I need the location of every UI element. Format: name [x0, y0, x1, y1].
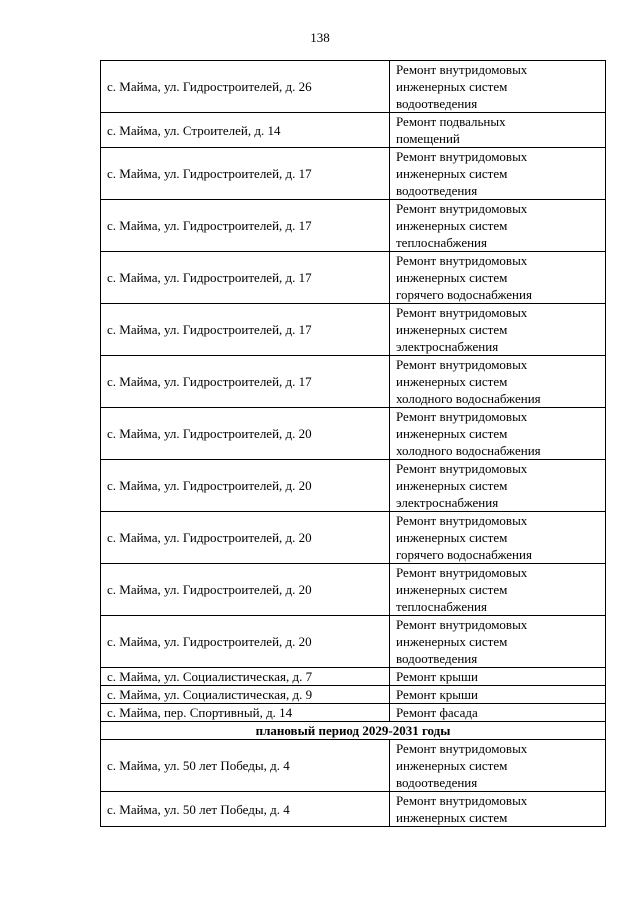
work-type-line: Ремонт крыши	[396, 669, 478, 684]
work-type-cell	[390, 686, 606, 704]
work-type-line: холодного водоснабжения	[396, 391, 541, 406]
work-type-line: инженерных систем	[396, 810, 508, 825]
work-type-cell	[390, 460, 606, 512]
work-type-cell	[390, 616, 606, 668]
work-type-cell	[390, 740, 606, 792]
work-type-line: Ремонт крыши	[396, 687, 478, 702]
repair-schedule-table	[100, 60, 606, 827]
work-type-line: инженерных систем	[396, 79, 508, 94]
table-row	[101, 668, 606, 686]
section-title: плановый период 2029-2031 годы	[101, 722, 606, 740]
address-cell: с. Майма, ул. Гидростроителей, д. 26	[101, 61, 390, 113]
address-cell: с. Майма, ул. 50 лет Победы, д. 4	[101, 740, 390, 792]
work-type-cell	[390, 792, 606, 827]
work-type-line: Ремонт внутридомовых	[396, 305, 528, 320]
table-row	[101, 512, 606, 564]
table-row	[101, 356, 606, 408]
work-type-line: инженерных систем	[396, 478, 508, 493]
table-row	[101, 460, 606, 512]
address-cell: с. Майма, ул. Гидростроителей, д. 17	[101, 356, 390, 408]
work-type-line: водоотведения	[396, 183, 478, 198]
work-type-line: электроснабжения	[396, 495, 499, 510]
work-type-line: Ремонт внутридомовых	[396, 201, 528, 216]
work-type-line: инженерных систем	[396, 426, 508, 441]
work-type-line: инженерных систем	[396, 634, 508, 649]
work-type-line: Ремонт внутридомовых	[396, 253, 528, 268]
section-header-row	[101, 722, 606, 740]
work-type-cell	[390, 200, 606, 252]
address-cell: с. Майма, ул. Гидростроителей, д. 20	[101, 616, 390, 668]
address-cell: с. Майма, ул. Гидростроителей, д. 20	[101, 408, 390, 460]
work-type-line: инженерных систем	[396, 530, 508, 545]
work-type-line: Ремонт внутридомовых	[396, 62, 528, 77]
work-type-line: инженерных систем	[396, 270, 508, 285]
address-cell: с. Майма, ул. Гидростроителей, д. 17	[101, 304, 390, 356]
work-type-line: Ремонт фасада	[396, 705, 478, 720]
work-type-line: инженерных систем	[396, 582, 508, 597]
work-type-line: Ремонт внутридомовых	[396, 513, 528, 528]
work-type-line: инженерных систем	[396, 166, 508, 181]
work-type-line: теплоснабжения	[396, 235, 487, 250]
page-number: 138	[310, 30, 330, 45]
address-cell: с. Майма, пер. Спортивный, д. 14	[101, 704, 390, 722]
work-type-cell	[390, 408, 606, 460]
table-row	[101, 113, 606, 148]
work-type-line: Ремонт внутридомовых	[396, 741, 528, 756]
work-type-line: водоотведения	[396, 96, 478, 111]
work-type-line: инженерных систем	[396, 322, 508, 337]
work-type-cell	[390, 148, 606, 200]
table-row	[101, 408, 606, 460]
address-cell: с. Майма, ул. Гидростроителей, д. 17	[101, 200, 390, 252]
work-type-line: горячего водоснабжения	[396, 287, 532, 302]
work-type-cell	[390, 512, 606, 564]
table-body	[101, 61, 606, 827]
table-row	[101, 704, 606, 722]
table-row	[101, 252, 606, 304]
address-cell: с. Майма, ул. Социалистическая, д. 9	[101, 686, 390, 704]
work-type-cell	[390, 704, 606, 722]
work-type-line: Ремонт внутридомовых	[396, 409, 528, 424]
work-type-line: Ремонт внутридомовых	[396, 149, 528, 164]
work-type-line: теплоснабжения	[396, 599, 487, 614]
address-cell: с. Майма, ул. Гидростроителей, д. 17	[101, 148, 390, 200]
work-type-line: Ремонт внутридомовых	[396, 617, 528, 632]
table-row	[101, 148, 606, 200]
work-type-cell	[390, 113, 606, 148]
work-type-cell	[390, 61, 606, 113]
work-type-line: холодного водоснабжения	[396, 443, 541, 458]
work-type-line: водоотведения	[396, 651, 478, 666]
work-type-line: электроснабжения	[396, 339, 499, 354]
table-row	[101, 200, 606, 252]
address-cell: с. Майма, ул. Гидростроителей, д. 20	[101, 460, 390, 512]
work-type-line: Ремонт внутридомовых	[396, 793, 528, 808]
address-cell: с. Майма, ул. Строителей, д. 14	[101, 113, 390, 148]
work-type-cell	[390, 252, 606, 304]
work-type-line: горячего водоснабжения	[396, 547, 532, 562]
work-type-cell	[390, 564, 606, 616]
table-row	[101, 61, 606, 113]
table-row	[101, 686, 606, 704]
work-type-line: водоотведения	[396, 775, 478, 790]
address-cell: с. Майма, ул. Гидростроителей, д. 17	[101, 252, 390, 304]
work-type-cell	[390, 356, 606, 408]
work-type-line: Ремонт подвальных	[396, 114, 506, 129]
address-cell: с. Майма, ул. Социалистическая, д. 7	[101, 668, 390, 686]
address-cell: с. Майма, ул. Гидростроителей, д. 20	[101, 512, 390, 564]
table-row	[101, 564, 606, 616]
table-row	[101, 792, 606, 827]
work-type-line: помещений	[396, 131, 460, 146]
address-cell: с. Майма, ул. Гидростроителей, д. 20	[101, 564, 390, 616]
work-type-line: инженерных систем	[396, 758, 508, 773]
table-row	[101, 740, 606, 792]
table-row	[101, 304, 606, 356]
table-row	[101, 616, 606, 668]
work-type-cell	[390, 304, 606, 356]
work-type-line: Ремонт внутридомовых	[396, 357, 528, 372]
work-type-line: инженерных систем	[396, 374, 508, 389]
work-type-line: инженерных систем	[396, 218, 508, 233]
work-type-line: Ремонт внутридомовых	[396, 461, 528, 476]
address-cell: с. Майма, ул. 50 лет Победы, д. 4	[101, 792, 390, 827]
work-type-line: Ремонт внутридомовых	[396, 565, 528, 580]
work-type-cell	[390, 668, 606, 686]
